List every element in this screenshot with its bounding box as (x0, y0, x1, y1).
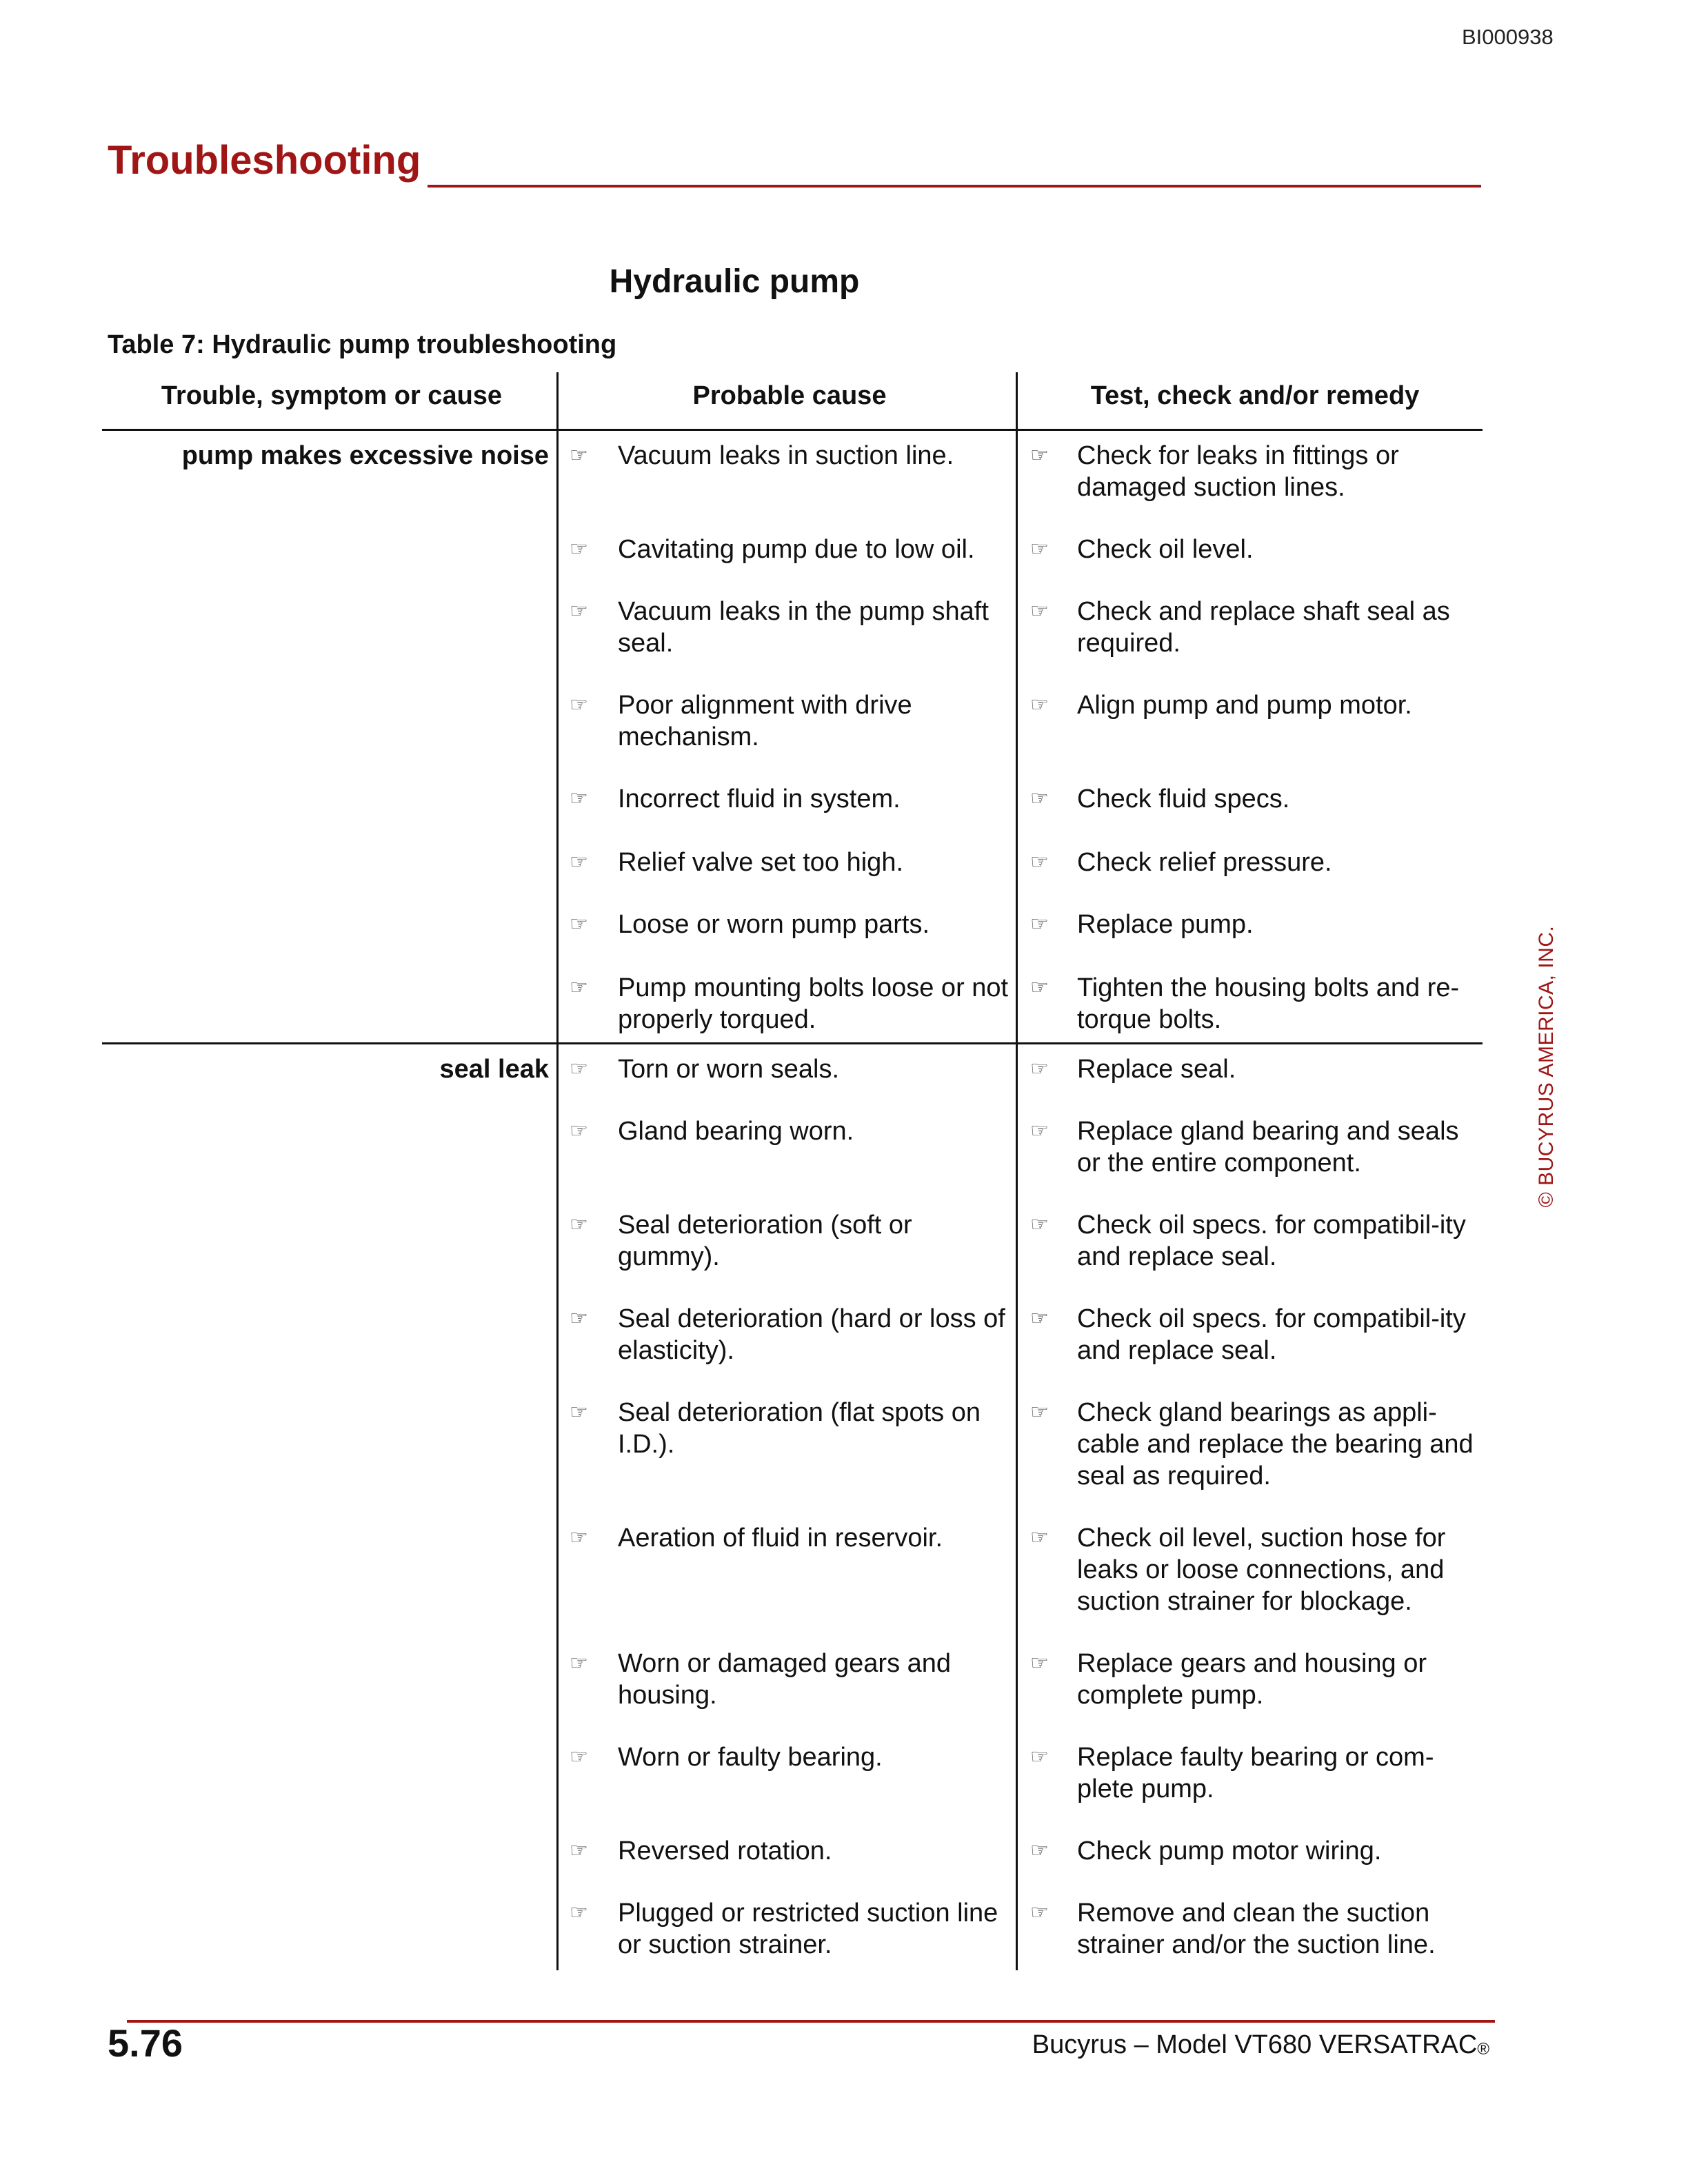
copyright-text: © BUCYRUS AMERICA, INC. (1535, 925, 1558, 1208)
sub-title: Hydraulic pump (609, 263, 860, 300)
title-rule (428, 185, 1481, 188)
pointing-hand-icon: ☞ (1030, 787, 1049, 810)
trademark-symbol: ® (1477, 2040, 1489, 2059)
pointing-hand-icon: ☞ (570, 1120, 588, 1142)
probable-cause: Torn or worn seals. (618, 1055, 840, 1084)
probable-cause: Poor alignment with drive mechanism. (618, 691, 912, 751)
probable-cause: Worn or damaged gears and housing. (618, 1649, 952, 1710)
pointing-hand-icon: ☞ (570, 600, 588, 623)
trouble-label: seal leak (439, 1055, 549, 1084)
header-rule (102, 429, 1483, 431)
pointing-hand-icon: ☞ (1030, 1839, 1049, 1862)
pointing-hand-icon: ☞ (1030, 1401, 1049, 1424)
column-divider-1 (556, 372, 559, 1970)
remedy: Check pump motor wiring. (1077, 1837, 1382, 1866)
pointing-hand-icon: ☞ (1030, 444, 1049, 467)
remedy: Tighten the housing bolts and re-torque bolts. (1077, 973, 1460, 1034)
column-header-remedy: Test, check and/or remedy (1090, 381, 1420, 410)
remedy: Check oil level, suction hose for leaks or loose connections, and suction strainer for blockage. (1077, 1524, 1446, 1616)
copyright-notice (1526, 917, 1567, 1213)
probable-cause: Worn or faulty bearing. (618, 1743, 883, 1772)
pointing-hand-icon: ☞ (1030, 1120, 1049, 1142)
remedy: Replace seal. (1077, 1055, 1236, 1084)
pointing-hand-icon: ☞ (570, 1213, 588, 1236)
remedy: Replace pump. (1077, 910, 1254, 939)
pointing-hand-icon: ☞ (570, 787, 588, 810)
pointing-hand-icon: ☞ (570, 444, 588, 467)
pointing-hand-icon: ☞ (1030, 1058, 1049, 1080)
pointing-hand-icon: ☞ (1030, 538, 1049, 560)
pointing-hand-icon: ☞ (1030, 851, 1049, 873)
probable-cause: Gland bearing worn. (618, 1117, 854, 1146)
table-caption: Table 7: Hydraulic pump troubleshooting (108, 330, 617, 359)
probable-cause: Seal deterioration (flat spots on I.D.). (618, 1398, 981, 1459)
remedy: Check oil specs. for compatibil-ity and replace seal. (1077, 1304, 1466, 1365)
pointing-hand-icon: ☞ (1030, 600, 1049, 623)
pointing-hand-icon: ☞ (1030, 694, 1049, 716)
trouble-label: pump makes excessive noise (181, 441, 549, 470)
page-number: 5.76 (108, 2021, 183, 2065)
remedy: Check oil level. (1077, 535, 1254, 564)
probable-cause: Incorrect fluid in system. (618, 785, 901, 813)
remedy: Check for leaks in fittings or damaged suction lines. (1077, 441, 1399, 502)
pointing-hand-icon: ☞ (570, 1839, 588, 1862)
remedy: Replace gland bearing and seals or the entire component. (1077, 1117, 1459, 1177)
pointing-hand-icon: ☞ (570, 1652, 588, 1675)
probable-cause: Seal deterioration (hard or loss of elasticity). (618, 1304, 1005, 1365)
remedy: Align pump and pump motor. (1077, 691, 1412, 720)
group-divider (102, 1042, 1483, 1044)
remedy: Check fluid specs. (1077, 785, 1290, 813)
pointing-hand-icon: ☞ (570, 976, 588, 999)
probable-cause: Cavitating pump due to low oil. (618, 535, 975, 564)
pointing-hand-icon: ☞ (570, 1401, 588, 1424)
probable-cause: Pump mounting bolts loose or not properly torqued. (618, 973, 1009, 1034)
pointing-hand-icon: ☞ (1030, 1213, 1049, 1236)
pointing-hand-icon: ☞ (570, 1307, 588, 1330)
footer-title-text: Bucyrus – Model VT680 VERSATRAC (1032, 2030, 1478, 2059)
column-header-trouble: Trouble, symptom or cause (161, 381, 503, 410)
pointing-hand-icon: ☞ (1030, 913, 1049, 936)
probable-cause: Reversed rotation. (618, 1837, 832, 1866)
pointing-hand-icon: ☞ (1030, 976, 1049, 999)
section-title: Troubleshooting (108, 138, 421, 183)
pointing-hand-icon: ☞ (570, 1746, 588, 1768)
remedy: Check and replace shaft seal as required. (1077, 597, 1450, 658)
pointing-hand-icon: ☞ (1030, 1901, 1049, 1924)
column-header-cause: Probable cause (692, 381, 887, 410)
probable-cause: Seal deterioration (soft or gummy). (618, 1211, 912, 1271)
probable-cause: Aeration of fluid in reservoir. (618, 1524, 943, 1553)
probable-cause: Plugged or restricted suction line or suction strainer. (618, 1899, 998, 1959)
probable-cause: Loose or worn pump parts. (618, 910, 930, 939)
pointing-hand-icon: ☞ (570, 538, 588, 560)
footer-rule (127, 2020, 1495, 2023)
pointing-hand-icon: ☞ (570, 1901, 588, 1924)
probable-cause: Vacuum leaks in suction line. (618, 441, 954, 470)
probable-cause: Relief valve set too high. (618, 848, 904, 877)
pointing-hand-icon: ☞ (1030, 1652, 1049, 1675)
remedy: Check gland bearings as appli-cable and replace the bearing and seal as required. (1077, 1398, 1474, 1490)
remedy: Check relief pressure. (1077, 848, 1332, 877)
pointing-hand-icon: ☞ (570, 913, 588, 936)
pointing-hand-icon: ☞ (1030, 1307, 1049, 1330)
pointing-hand-icon: ☞ (570, 694, 588, 716)
pointing-hand-icon: ☞ (570, 1526, 588, 1549)
remedy: Check oil specs. for compatibil-ity and replace seal. (1077, 1211, 1466, 1271)
footer-title (896, 2030, 1489, 2061)
probable-cause: Vacuum leaks in the pump shaft seal. (618, 597, 989, 658)
pointing-hand-icon: ☞ (1030, 1526, 1049, 1549)
pointing-hand-icon: ☞ (570, 851, 588, 873)
document-id: BI000938 (1462, 25, 1554, 49)
pointing-hand-icon: ☞ (570, 1058, 588, 1080)
remedy: Remove and clean the suction strainer and/or the suction line. (1077, 1899, 1436, 1959)
remedy: Replace faulty bearing or com-plete pump. (1077, 1743, 1434, 1803)
pointing-hand-icon: ☞ (1030, 1746, 1049, 1768)
remedy: Replace gears and housing or complete pump. (1077, 1649, 1427, 1710)
column-divider-2 (1016, 372, 1018, 1970)
